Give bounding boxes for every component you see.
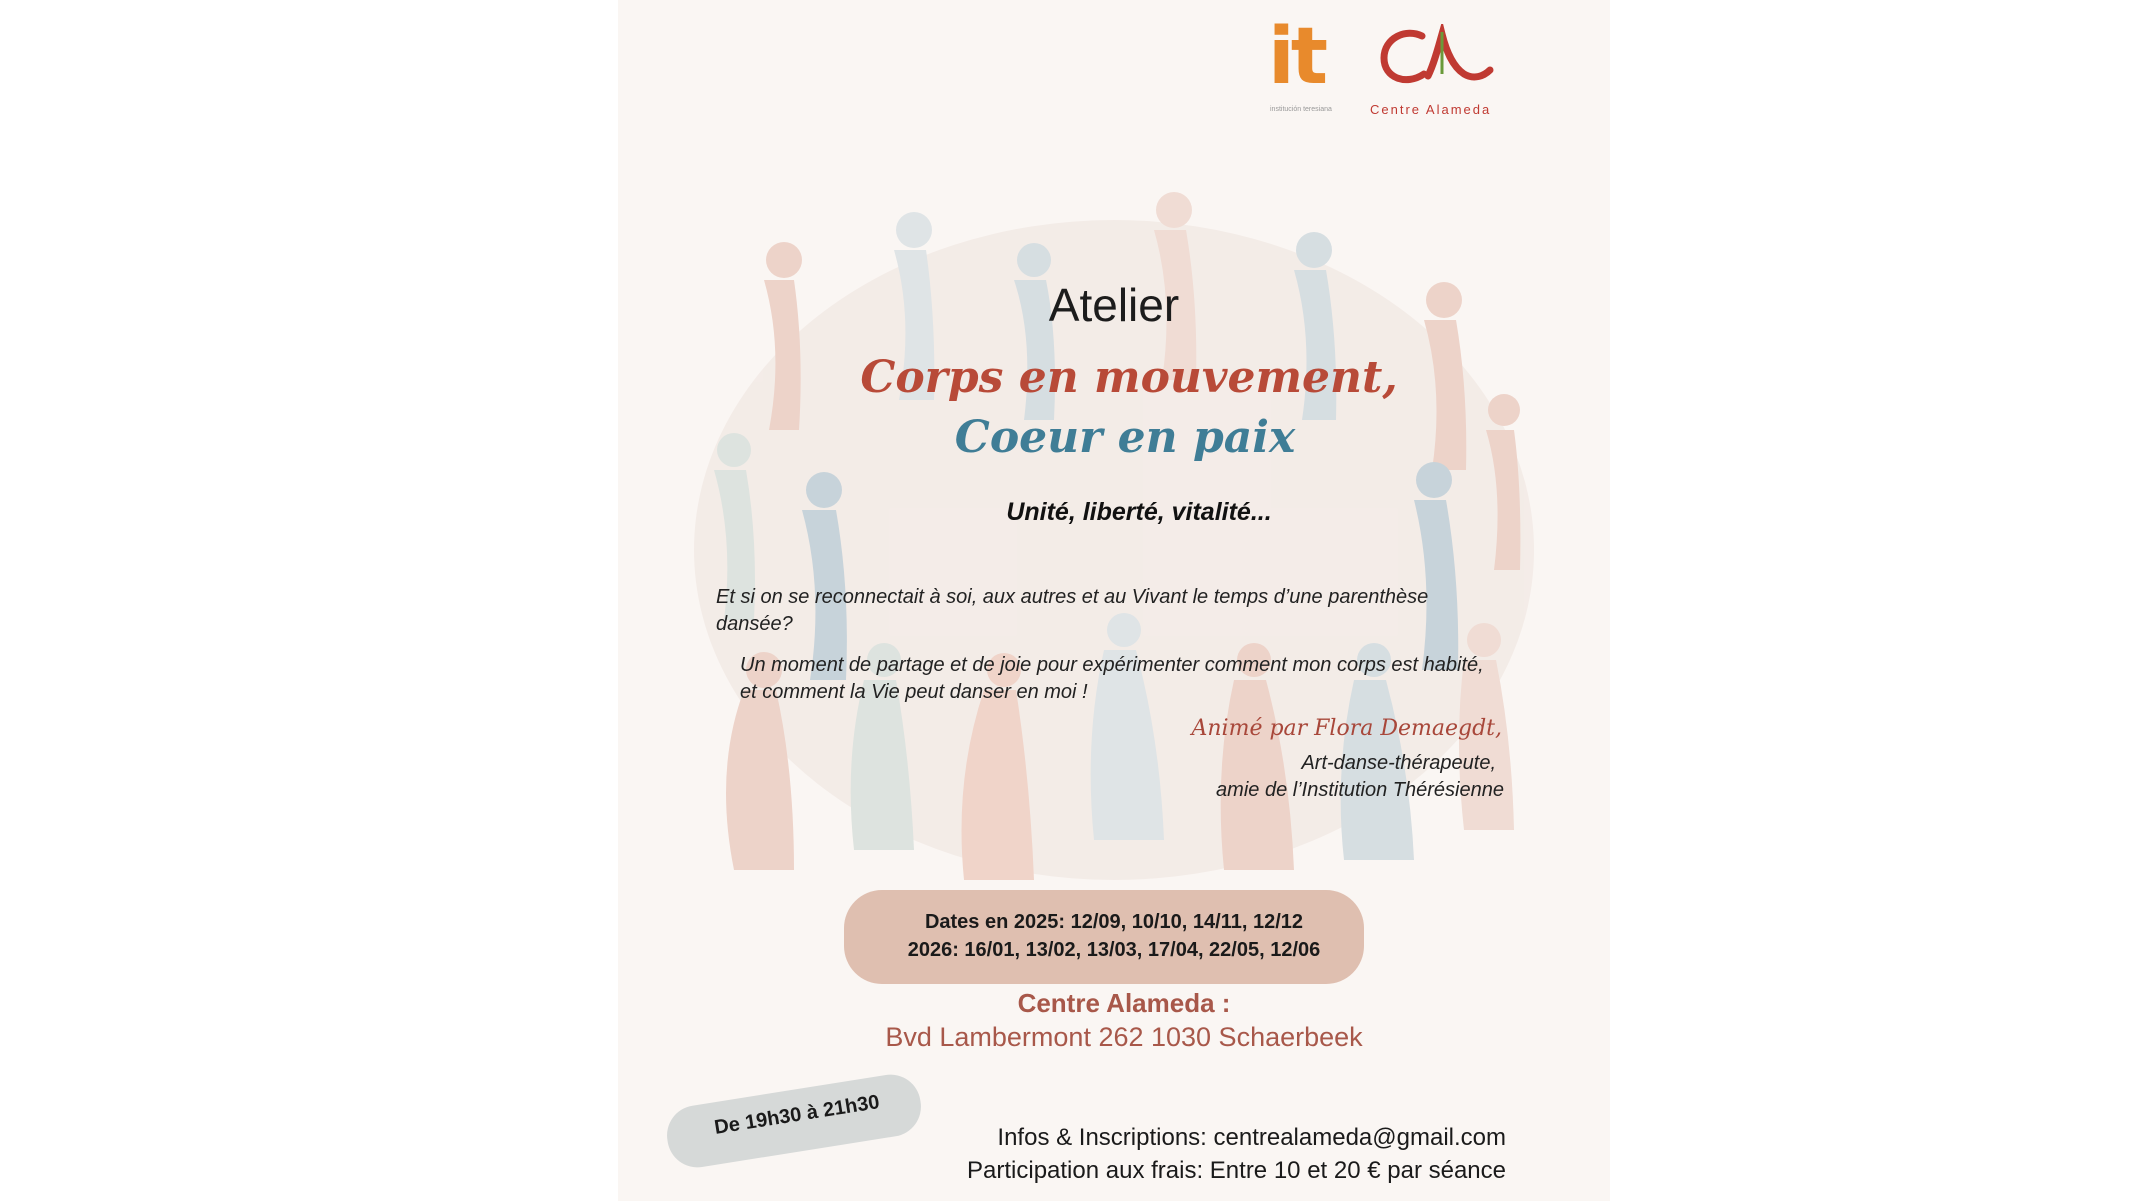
flyer-text — [618, 0, 1610, 1201]
event-intro: Et si on se reconnectait à soi, aux autres et au Vivant le temps d’une parenthèse dansée? — [716, 586, 1429, 635]
contact-info: Infos & Inscriptions: centrealameda@gmail.com — [997, 1124, 1506, 1151]
event-animator: Animé par Flora Demaegdt, — [1191, 716, 1502, 741]
event-description: Un moment de partage et de joie pour expérimenter comment mon corps est habité, et comment la Vie peut danser en moi ! — [740, 654, 1484, 703]
event-title-line2: Coeur en paix — [954, 412, 1296, 463]
animator-affiliation: amie de l’Institution Thérésienne — [1216, 779, 1504, 801]
flyer-poster — [618, 0, 1610, 1201]
time-label: De 19h30 à 21h30 — [712, 1091, 882, 1139]
event-tagline: Unité, liberté, vitalité... — [1006, 498, 1272, 526]
price-info: Participation aux frais: Entre 10 et 20 € par séance — [967, 1157, 1506, 1184]
it-logo-caption: institución teresiana — [1270, 106, 1332, 113]
it-logo: it — [1268, 12, 1325, 102]
venue-name: Centre Alameda : — [1017, 988, 1231, 1018]
dates-2025: Dates en 2025: 12/09, 10/10, 14/11, 12/12 — [924, 911, 1304, 933]
dates-panel — [844, 890, 1364, 984]
event-title-line1: Corps en mouvement, — [860, 352, 1398, 403]
dates-2026: 2026: 16/01, 13/02, 13/03, 17/04, 22/05, 12/06 — [907, 939, 1321, 961]
event-kicker: Atelier — [1048, 279, 1180, 331]
animator-role: Art-danse-thérapeute, — [1301, 752, 1496, 774]
centre-alameda-logo-caption: Centre Alameda — [1370, 102, 1492, 117]
venue-address: Bvd Lambermont 262 1030 Schaerbeek — [885, 1022, 1363, 1052]
